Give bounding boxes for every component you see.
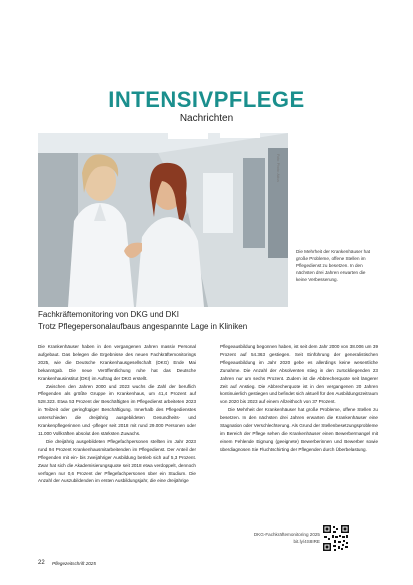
section-label: Nachrichten — [179, 113, 234, 124]
article-photo — [38, 133, 288, 307]
page-title: INTENSIVPFLEGE — [108, 87, 305, 112]
paragraph: Pflegeausbildung begonnen haben, ist seit dem Jahr 2000 von 38.006 um 39 Prozent auf 54.363 gestiegen. Seit Einführung der generalistischen Pflegeausbildung im Jahr 2020 gebe es allerdings keine wesentliche Zunahme. Die Anzahl der Absolventen stieg in den zurückliegenden 23 Jahren nur um sechs Prozent. Zudem ist die Abbrecherquote seit längerer Zeit auf Anstieg. Die Abbrecherquote ist in den vergangenen 20 Jahren kontinuierlich gestiegen und befindet sich aktuell für den Ausbildungszeitraum von 2020 bis 2023 auf einem Allzeithoch von 37 Prozent. — [220, 344, 378, 405]
qr-code[interactable] — [322, 524, 350, 552]
article-column-right — [220, 343, 378, 454]
photo-credit: Foto: Photo: Aldus — [275, 154, 280, 182]
magazine-name: Pflegezeitschrift 2025 — [52, 561, 96, 566]
qr-caption-title: DKG-Fachkräftemonitoring 2025 — [253, 532, 320, 537]
paragraph: Zwischen den Jahren 2000 und 2023 wuchs die Zahl der beruflich Pflegenden als größte Gruppe im Krankenhaus, um 41,4 Prozent auf 528.323. Etwa 53 Prozent der Beschäftigten im Pflegedienst arbeiteten 2023 in Teilzeit oder geringfügiger Beschäftigung. Innerhalb des Pflegedienstes unterschieden die dreijährig ausgebildeten Gesundheits- und Krankenpflegerinnen und -pfleger seit 2018 mit rund 29.000 Personen oder 11.000 Vollkräften absolut den stärksten Zuwachs. — [38, 383, 196, 436]
qr-caption-link[interactable]: bit.ly/4S8IRE — [293, 538, 320, 544]
nurses-corridor-illustration — [38, 133, 288, 307]
paragraph: Die dreijährig ausgebildeten Pflegefachpersonen stellten im Jahr 2023 rund 94 Prozent Krankenhausmitarbeitenden im Pflegedienst. Der Anteil der Pflegenden mit ein- bis zweijähriger Ausbildung betrieb sich auf 5,3 Prozent. Zwar hat sich die Akademisierungsquote seit 2018 etwa verdoppelt, dennoch verfügen nur 0,6 Prozent der Pflegefachpersonen über ein Studium. Die Anzahl der Auszubildenden im ersten Ausbildungsjahr, die eine dreijährige — [38, 438, 196, 484]
qr-caption — [250, 532, 320, 545]
qr-code-icon — [322, 524, 350, 552]
page-number: 22 — [38, 560, 45, 566]
article-heading: Trotz Pflegepersonalaufbaus angespannte Lage in Kliniken — [38, 322, 248, 331]
article-column-left — [38, 343, 196, 485]
paragraph: Die Mehrheit der Krankenhäuser hat große Probleme, offene Stellen zu besetzen. In den nächsten drei Jahren erwarten die Krankenhäuser eine Stagnation oder Verschlechterung. Als Grund der Stellenbesetzungsprobleme im Bereich der Pflege sehen die Krankenhäuser einen Bewerbermangel mit einem Fehlende Eignung (geeignete) Bewerberinnen und Bewerber sowie überdiagnosen Sie Fluchtschirting der Pflegenden durch Überbelastung. — [220, 407, 378, 452]
article-subheading: Fachkräftemonitoring von DKG und DKI — [38, 310, 179, 319]
paragraph: Die Krankenhäuser haben in den vergangenen Jahren massiv Personal aufgebaut. Das belegen die Ergebnisse des neuen Fachkräftemonitorings 2025, wie die Deutsche Krankenhausgesellschaft (DKG) Ende Mai bekanntgab. Die neue Veröffentlichung ruhe hat das Deutsche Krankenhausinstitut (DKI) im Auftrag der DKG erstellt. — [38, 344, 196, 381]
photo-caption: Die Mehrheit der Krankenhäuser hat große Probleme, offene Stellen im Pflegedienst zu besetzen. In den nächsten drei Jahren erwarten die keine Verbesserung. — [296, 249, 371, 282]
